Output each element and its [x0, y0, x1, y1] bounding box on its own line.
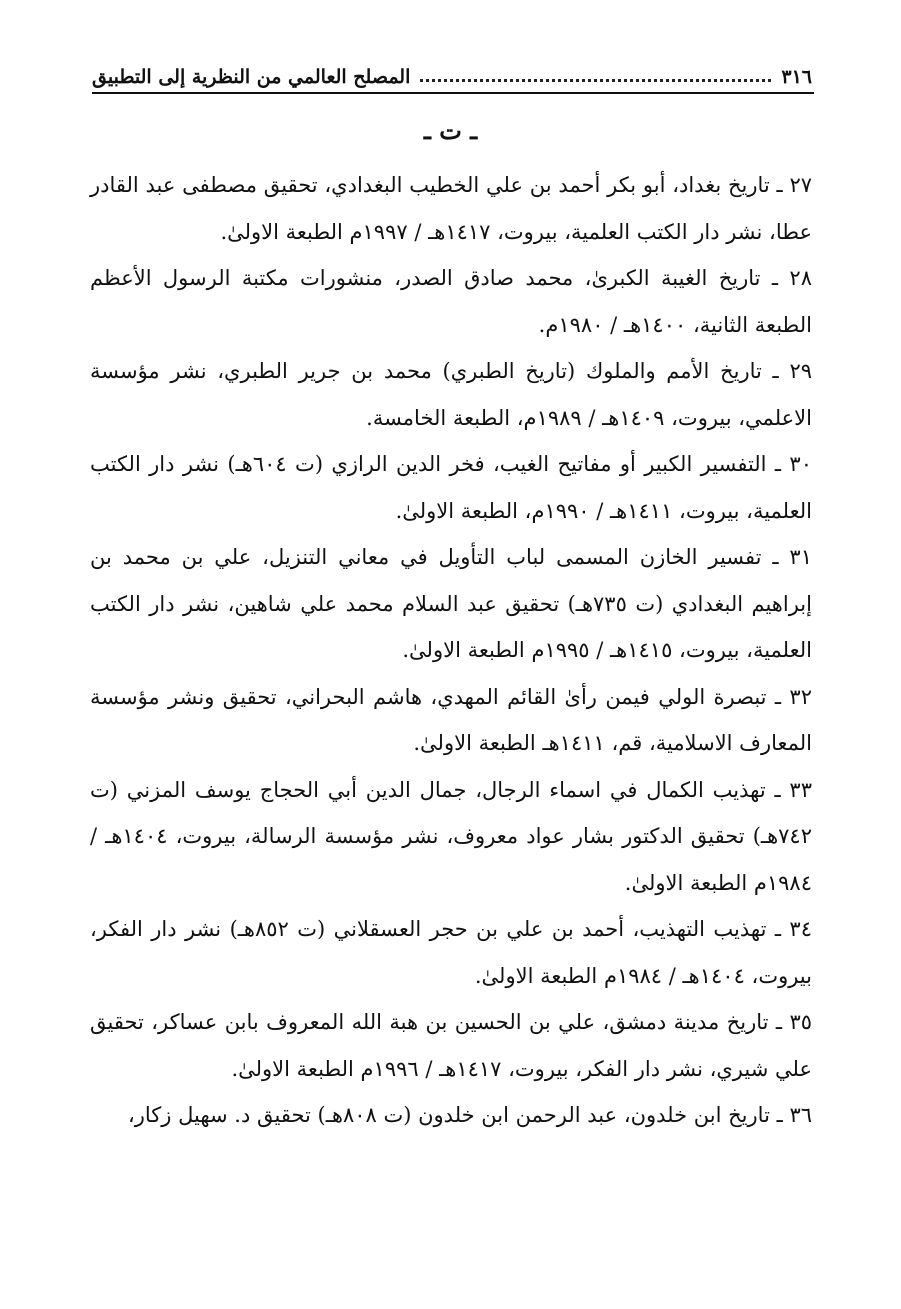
entry-number: ٣٢ [789, 684, 812, 709]
entry-text: ـ تهذيب التهذيب، أحمد بن علي بن حجر العسقلاني (ت ٨٥٢هـ) نشر دار الفكر، بيروت، ١٤٠٤هـ / ١٩٨٤م الطبعة الاولىٰ. [90, 917, 812, 988]
entry-text: ـ التفسير الكبير أو مفاتيح الغيب، فخر الدين الرازي (ت ٦٠٤هـ) نشر دار الكتب العلمية، بيروت، ١٤١١هـ / ١٩٩٠م، الطبعة الاولىٰ. [90, 452, 812, 523]
entry-text: ـ تاريخ مدينة دمشق، علي بن الحسين بن هبة الله المعروف بابن عساكر، تحقيق علي شيري، نشر دار الفكر، بيروت، ١٤١٧هـ / ١٩٩٦م الطبعة الاولىٰ. [90, 1010, 812, 1081]
entry-number: ٢٩ [789, 359, 812, 383]
entry-text: ـ تاريخ الغيبة الكبرىٰ، محمد صادق الصدر، منشورات مكتبة الرسول الأعظم الطبعة الثانية، ١٤٠٠هـ / ١٩٨٠م. [90, 266, 812, 337]
entry-number: ٣١ [789, 545, 812, 569]
entry-number: ٣٠ [789, 452, 812, 476]
dot-leader [420, 79, 771, 82]
bibliography-entry [90, 162, 812, 255]
bibliography-entry [90, 767, 812, 907]
bibliography-list [90, 162, 812, 1139]
entry-text: ـ تهذيب الكمال في اسماء الرجال، جمال الدين أبي الحجاج يوسف المزني (ت ٧٤٢هـ) تحقيق الدكتور بشار عواد معروف، نشر مؤسسة الرسالة، بيروت، ١٤٠٤هـ / ١٩٨٤م الطبعة الاولىٰ. [90, 777, 812, 895]
header-rule [92, 92, 814, 94]
entry-number: ٣٤ [789, 917, 812, 941]
bibliography-entry [90, 999, 812, 1092]
entry-text: ـ تاريخ بغداد، أبو بكر أحمد بن علي الخطيب البغدادي، تحقيق مصطفى عبد القادر عطا، نشر دار الكتب العلمية، بيروت، ١٤١٧هـ / ١٩٩٧م الطبعة الاولىٰ. [90, 173, 812, 244]
running-title: المصلح العالمي من النظرية إلى التطبيق [92, 66, 411, 88]
bibliography-entry [90, 534, 812, 674]
running-header [92, 48, 812, 88]
entry-number: ٢٨ [789, 266, 812, 290]
bibliography-entry [90, 906, 812, 999]
page-number: ٣١٦ [781, 66, 812, 88]
entry-text: ـ تفسير الخازن المسمى لباب التأويل في معاني التنزيل، علي بن محمد بن إبراهيم البغدادي (ت ٧٣٥هـ) تحقيق عبد السلام محمد علي شاهين، نشر دار الكتب العلمية، بيروت، ١٤١٥هـ / ١٩٩٥م الطبعة الاولىٰ. [90, 545, 812, 662]
entry-number: ٢٧ [789, 173, 812, 197]
section-heading: ـ ت ـ [423, 116, 478, 145]
entry-number: ٣٦ [789, 1103, 812, 1127]
bibliography-entry [90, 348, 812, 441]
entry-text: ـ تبصرة الولي فيمن رأىٰ القائم المهدي، هاشم البحراني، تحقيق ونشر مؤسسة المعارف الاسلامية، قم، ١٤١١هـ الطبعة الاولىٰ. [90, 684, 812, 755]
entry-text: ـ تاريخ الأمم والملوك (تاريخ الطبري) محمد بن جرير الطبري، نشر مؤسسة الاعلمي، بيروت، ١٤٠٩هـ / ١٩٨٩م، الطبعة الخامسة. [90, 359, 812, 430]
bibliography-entry [90, 441, 812, 534]
entry-text: ـ تاريخ ابن خلدون، عبد الرحمن ابن خلدون (ت ٨٠٨هـ) تحقيق د. سهيل زكار، [127, 1103, 783, 1127]
entry-number: ٣٥ [789, 1010, 812, 1034]
bibliography-entry [90, 255, 812, 348]
entry-number: ٣٣ [789, 777, 812, 802]
bibliography-entry [90, 1092, 812, 1139]
bibliography-entry [90, 674, 812, 767]
